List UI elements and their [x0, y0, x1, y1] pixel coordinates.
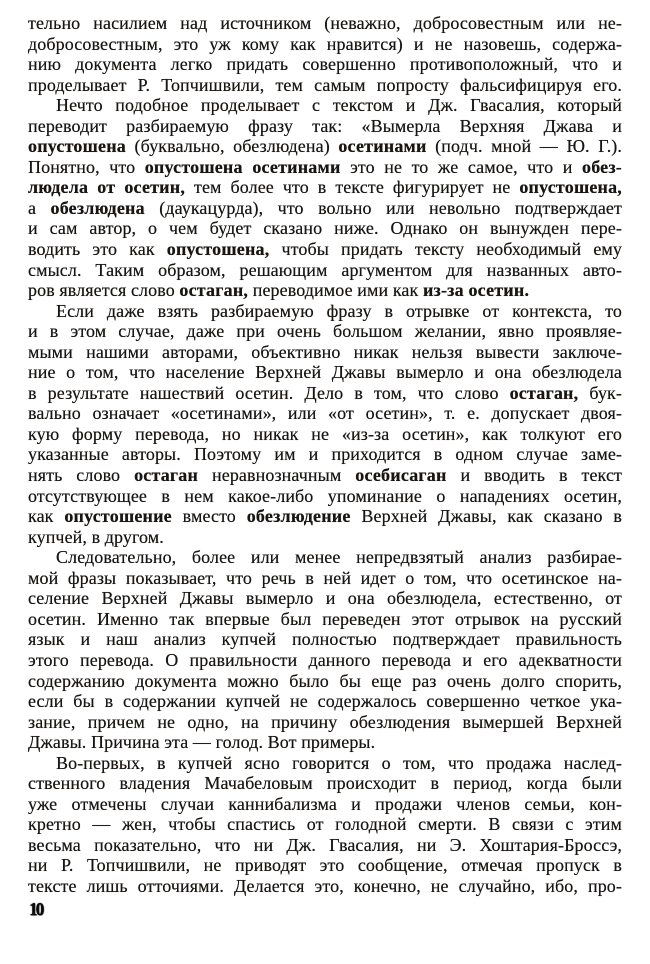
- text-line: [28, 403, 622, 424]
- bold-text-segment: обез-: [582, 156, 622, 177]
- text-segment: нию документа легко придать совершенно противоположный, что и: [28, 54, 622, 75]
- text-segment: осетин. Именно так впервые был переведен этот отрывок на русский: [28, 608, 622, 629]
- text-segment: как: [28, 506, 65, 527]
- text-line: [28, 814, 622, 835]
- text-segment: мой фразы показывает, что речь в ней идет о том, что осетинское на-: [28, 567, 622, 588]
- text-segment: бук-: [578, 382, 622, 403]
- text-segment: переводит разбираемую фразу так: «Вымерла Верхняя Джава и: [28, 115, 622, 136]
- text-segment: чтобы придать тексту необходимый ему: [269, 239, 622, 260]
- text-line: [28, 691, 622, 712]
- text-segment: этого перевода. О правильности данного перевода и его адекватности: [28, 649, 622, 670]
- text-segment: мыми нашими авторами, объективно никак нельзя вывести заключе-: [28, 341, 622, 362]
- text-segment: ни Р. Топчишвили, не приводят это сообщение, отмечая пропуск в: [28, 855, 622, 876]
- text-line: [28, 301, 622, 322]
- text-line: [28, 650, 622, 671]
- bold-text-segment: опустошена,: [166, 239, 270, 260]
- text-segment: Джавы. Причина эта — голод. Вот примеры.: [28, 732, 376, 753]
- text-line: [28, 54, 622, 75]
- bold-text-segment: осетинами: [338, 136, 427, 157]
- text-segment: купчей, в другом.: [28, 526, 164, 547]
- text-segment: Нечто подобное проделывает с текстом и Дж. Гвасалия, который: [56, 95, 622, 116]
- text-segment: и в этом случае, даже при очень большом желании, явно проявляе-: [28, 321, 622, 342]
- text-segment: (подч. мной — Ю. Г.).: [426, 136, 622, 157]
- text-segment: Верхней Джавы, как сказано в: [350, 506, 622, 527]
- text-line: [28, 342, 622, 363]
- text-segment: кую форму перевода, но никак не «из-за осетин», как толкуют его: [28, 423, 622, 444]
- text-line: [28, 568, 622, 589]
- text-segment: проделывает Р. Топчишвили, тем самым попросту фальсифицируя его.: [28, 74, 622, 95]
- text-segment: указанные авторы. Поэтому им и приходится в одном случае заме-: [28, 444, 622, 465]
- text-line: [28, 794, 622, 815]
- text-line: [28, 383, 622, 404]
- bold-text-segment: остаган: [134, 465, 199, 486]
- text-segment: вместо: [171, 506, 247, 527]
- text-line: [28, 321, 622, 342]
- text-line: [28, 218, 622, 239]
- text-segment: водить это как: [28, 239, 167, 260]
- text-segment: переводимое ими как: [248, 280, 423, 301]
- text-segment: если бы в содержании купчей не содержалось совершенно четкое ука-: [28, 691, 622, 712]
- text-segment: весьма показательно, что ни Дж. Гвасалия, ни Э. Хоштария-Броссэ,: [28, 834, 622, 855]
- text-segment: в результате нашествий осетин. Дело в том, что слово: [28, 382, 510, 403]
- bold-text-segment: опустошена: [28, 136, 126, 157]
- text-segment: Во-первых, в купчей ясно говорится о том, что продажа наслед-: [56, 752, 622, 773]
- text-line: [28, 527, 622, 548]
- bold-text-segment: остаган,: [509, 382, 579, 403]
- text-line: [28, 136, 622, 157]
- text-segment: Если даже взять разбираемую фразу в отрывке от контекста, то: [56, 300, 622, 321]
- text-line: [28, 75, 622, 96]
- text-line: [28, 13, 622, 34]
- text-line: [28, 629, 622, 650]
- text-line: [28, 34, 622, 55]
- text-line: [28, 116, 622, 137]
- text-line: [28, 486, 622, 507]
- text-line: [28, 732, 622, 753]
- text-segment: тем более что в тексте фигурирует не: [185, 177, 520, 198]
- text-segment: и сам автор, о чем будет сказано ниже. Однако он вынужден пере-: [28, 218, 622, 239]
- text-segment: содержанию документа можно было бы еще раз очень долго спорить,: [28, 670, 622, 691]
- bold-text-segment: обезлюдение: [246, 506, 351, 527]
- text-segment: добросовестным, это уж кому как нравится) и не назовешь, содержа-: [28, 33, 622, 54]
- text-segment: и вводить в текст: [446, 465, 623, 486]
- bold-text-segment: опустошение: [64, 506, 172, 527]
- bold-text-segment: опустошена,: [519, 177, 622, 198]
- text-line: [28, 177, 622, 198]
- text-segment: ров является слово: [28, 280, 180, 301]
- text-line: [28, 773, 622, 794]
- text-segment: Понятно, что: [28, 156, 145, 177]
- text-segment: язык и наш анализ купчей полностью подтверждает правильность: [28, 629, 622, 650]
- text-line: [28, 671, 622, 692]
- text-line: [28, 157, 622, 178]
- text-line: [28, 753, 622, 774]
- text-line: [28, 712, 622, 733]
- text-segment: ние о том, что население Верхней Джавы вымерло и она обезлюдела: [28, 362, 622, 383]
- text-segment: (буквально, обезлюдена): [125, 136, 339, 157]
- text-line: [28, 855, 622, 876]
- text-segment: зание, причем не одно, на причину обезлюдения вымершей Верхней: [28, 711, 622, 732]
- text-line: [28, 547, 622, 568]
- text-segment: это не то же самое, что и: [340, 156, 583, 177]
- bold-text-segment: осебисаган: [355, 465, 447, 486]
- text-line: [28, 239, 622, 260]
- text-segment: Следовательно, более или менее непредвзятый анализ разбирае-: [56, 547, 622, 568]
- text-segment: а: [28, 197, 51, 218]
- text-segment: смысл. Таким образом, решающим аргументом для названных авто-: [28, 259, 622, 280]
- text-segment: селение Верхней Джавы вымерло и она обезлюдела, естественно, от: [28, 588, 622, 609]
- text-segment: ственного владения Мачабеловым происходит в период, когда были: [28, 773, 622, 794]
- text-segment: отсутствующее в нем какое-либо упоминание о нападениях осетин,: [28, 485, 622, 506]
- text-segment: вально означает «осетинами», или «от осетин», т. е. допускает двоя-: [28, 403, 622, 424]
- text-segment: кретно — жен, чтобы спастись от голодной смерти. В связи с этим: [28, 814, 622, 835]
- text-segment: тельно насилием над источником (неважно, добросовестным или не-: [28, 13, 622, 33]
- text-line: [28, 362, 622, 383]
- text-line: [28, 280, 622, 301]
- text-line: [28, 465, 622, 486]
- text-line: [28, 609, 622, 630]
- text-line: [28, 95, 622, 116]
- bold-text-segment: опустошена осетинами: [144, 156, 341, 177]
- bold-text-segment: людела от осетин,: [28, 177, 186, 198]
- text-line: [28, 835, 622, 856]
- text-line: [28, 198, 622, 219]
- text-line: [28, 876, 622, 897]
- text-segment: тексте лишь отточиями. Делается это, конечно, не случайно, ибо, про-: [28, 875, 622, 896]
- text-line: [28, 506, 622, 527]
- text-segment: неравнозначным: [198, 465, 356, 486]
- page-number: 10: [29, 899, 43, 919]
- text-segment: нять слово: [28, 465, 135, 486]
- text-block: [28, 13, 622, 897]
- text-line: [28, 424, 622, 445]
- text-line: [28, 444, 622, 465]
- text-line: [28, 260, 622, 281]
- bold-text-segment: обезлюдена: [50, 197, 145, 218]
- text-segment: (даукацурда), что вольно или невольно подтверждает: [144, 197, 622, 218]
- text-line: [28, 588, 622, 609]
- bold-text-segment: остаган,: [179, 280, 249, 301]
- text-segment: уже отмечены случаи каннибализма и продажи членов семьи, кон-: [28, 793, 622, 814]
- bold-text-segment: из-за осетин.: [422, 280, 530, 301]
